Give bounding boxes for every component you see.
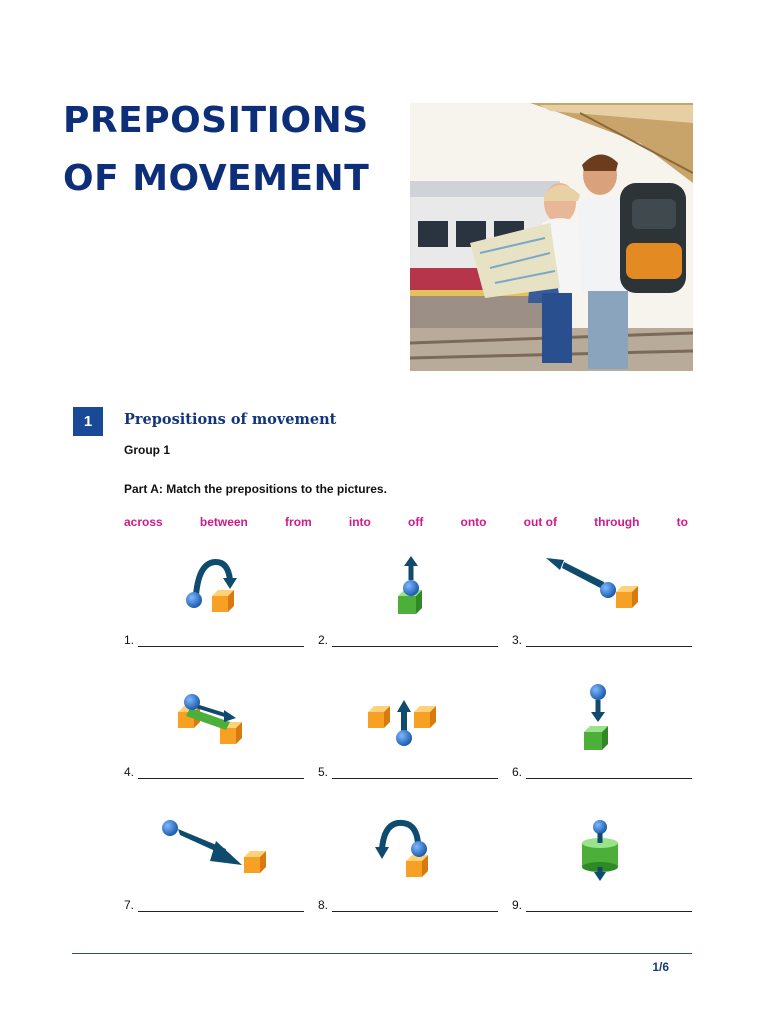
answer-blank[interactable] xyxy=(318,764,498,779)
answer-line[interactable] xyxy=(332,632,498,647)
ball-off-box-upward-icon xyxy=(318,550,498,630)
exercise-item xyxy=(512,682,692,787)
ball-into-box-icon xyxy=(512,682,692,762)
ball-moving-to-box-icon xyxy=(124,815,304,895)
title-line-2: OF MOVEMENT xyxy=(63,158,370,199)
word-bank-item: out of xyxy=(523,515,557,529)
answer-line[interactable] xyxy=(332,897,498,912)
exercise-item xyxy=(512,815,692,920)
word-bank-item: into xyxy=(348,515,371,529)
travelers-with-map-photo xyxy=(410,103,693,371)
exercise-item xyxy=(124,815,304,920)
title-line-1: PREPOSITIONS xyxy=(63,100,369,141)
answer-blank[interactable] xyxy=(124,897,304,912)
answer-line[interactable] xyxy=(138,764,304,779)
answer-line[interactable] xyxy=(526,764,692,779)
answer-blank[interactable] xyxy=(124,764,304,779)
ball-between-boxes-icon xyxy=(318,682,498,762)
item-number: 9. xyxy=(512,898,523,912)
word-bank xyxy=(124,515,688,529)
answer-line[interactable] xyxy=(138,632,304,647)
answer-line[interactable] xyxy=(526,632,692,647)
word-bank-item: across xyxy=(124,515,163,529)
answer-blank[interactable] xyxy=(318,632,498,647)
item-number: 3. xyxy=(512,633,523,647)
exercise-item xyxy=(124,550,304,655)
word-bank-item: from xyxy=(285,515,312,529)
instruction-text: Part A: Match the prepositions to the pictures. xyxy=(124,482,387,496)
exercise-item xyxy=(318,682,498,787)
ball-through-ring-icon xyxy=(512,815,692,895)
item-number: 8. xyxy=(318,898,329,912)
ball-across-bridge-icon xyxy=(124,682,304,762)
ball-moving-from-box-icon xyxy=(512,550,692,630)
item-number: 4. xyxy=(124,765,135,779)
footer-divider xyxy=(72,953,692,954)
answer-blank[interactable] xyxy=(318,897,498,912)
answer-blank[interactable] xyxy=(512,632,692,647)
page-title xyxy=(63,92,369,208)
item-number: 7. xyxy=(124,898,135,912)
answer-line[interactable] xyxy=(138,897,304,912)
answer-line[interactable] xyxy=(332,764,498,779)
ball-jumping-off-box-icon xyxy=(318,815,498,895)
exercise-item xyxy=(512,550,692,655)
word-bank-item: through xyxy=(594,515,640,529)
travelers-photo xyxy=(410,103,693,371)
item-number: 5. xyxy=(318,765,329,779)
ball-jumping-onto-box-icon xyxy=(124,550,304,630)
item-number: 1. xyxy=(124,633,135,647)
word-bank-item: onto xyxy=(460,515,487,529)
item-number: 2. xyxy=(318,633,329,647)
answer-line[interactable] xyxy=(526,897,692,912)
section-number-badge: 1 xyxy=(73,407,103,436)
answer-blank[interactable] xyxy=(124,632,304,647)
page-number: 1/6 xyxy=(652,960,669,974)
item-number: 6. xyxy=(512,765,523,779)
word-bank-item: to xyxy=(676,515,688,529)
word-bank-item: off xyxy=(408,515,424,529)
answer-blank[interactable] xyxy=(512,897,692,912)
group-label: Group 1 xyxy=(124,443,171,457)
exercise-item xyxy=(318,815,498,920)
answer-blank[interactable] xyxy=(512,764,692,779)
exercise-item xyxy=(124,682,304,787)
word-bank-item: between xyxy=(199,515,248,529)
exercise-item xyxy=(318,550,498,655)
section-title: Prepositions of movement xyxy=(124,411,337,428)
